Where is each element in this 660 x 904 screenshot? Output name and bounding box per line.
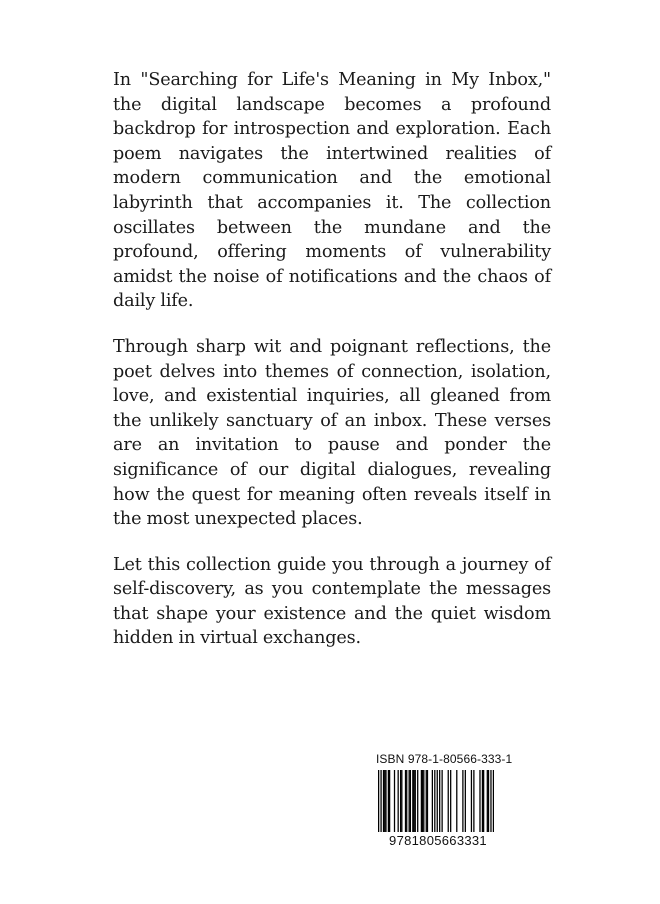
- barcode-bar: [415, 770, 416, 832]
- barcode-bar: [432, 770, 433, 832]
- isbn-label: ISBN 978-1-80566-333-1: [376, 752, 513, 766]
- barcode-bar: [400, 770, 401, 832]
- barcode-bar: [439, 770, 440, 832]
- barcode-bar: [409, 770, 410, 832]
- barcode-bar: [413, 770, 414, 832]
- ean-digits: 9781805663331: [389, 833, 487, 848]
- barcode-bar: [487, 770, 488, 832]
- barcode-bar: [385, 770, 386, 832]
- barcode-bar: [401, 770, 402, 832]
- blurb-paragraph-3: Let this collection guide you through a journey of self-discovery, as you contemplate the messages that shape your existence and the quiet wisdom hidden in virtual exchanges.: [113, 554, 551, 649]
- barcode-bar: [465, 770, 466, 832]
- barcode-bar: [394, 770, 395, 832]
- barcode-bar: [422, 770, 423, 832]
- barcode-bar: [427, 770, 428, 832]
- barcode-bar: [448, 770, 449, 832]
- blurb-paragraph-1: In "Searching for Life's Meaning in My Inbox," the digital landscape becomes a profound backdrop for introspection and exploration. Each poem navigates the intertwined realities of modern communication and the emotional labyrinth that accompanies it. The collection oscillates between the mundane and the profound, offering moments of vulnerability amidst the noise of notifications and the chaos of daily life.: [113, 70, 551, 312]
- blurb-text: [113, 68, 551, 672]
- barcode-bar: [479, 770, 480, 832]
- barcode-bar: [493, 770, 494, 832]
- barcode-bar: [471, 770, 472, 832]
- barcode-bar: [423, 770, 424, 832]
- barcode-bar: [380, 770, 381, 832]
- barcode-bar: [441, 770, 442, 832]
- barcode-bar: [421, 770, 422, 832]
- barcode-bar: [490, 770, 491, 832]
- barcode-bar: [450, 770, 451, 832]
- barcode-bar: [456, 770, 457, 832]
- barcode-bar: [462, 770, 463, 832]
- barcode-bar: [378, 770, 379, 832]
- barcode-bar: [482, 770, 483, 832]
- barcode-bar: [473, 770, 474, 832]
- barcode-bar: [383, 770, 384, 832]
- barcode-bar: [426, 770, 427, 832]
- barcode-bar: [406, 770, 407, 832]
- barcode-bar: [488, 770, 489, 832]
- barcode-bar: [437, 770, 438, 832]
- barcode-bar: [398, 770, 399, 832]
- barcode-bar: [388, 770, 389, 832]
- barcode-bar: [389, 770, 390, 832]
- barcode-bar: [405, 770, 406, 832]
- barcode-bar: [434, 770, 435, 832]
- barcode-bar: [384, 770, 385, 832]
- barcode-bar: [412, 770, 413, 832]
- blurb-paragraph-2: Through sharp wit and poignant reflections, the poet delves into themes of connection, isolation, love, and existential inquiries, all gleaned from the unlikely sanctuary of an inbox. These verses are an invitation to pause and ponder the significance of our digital dialogues, revealing how the quest for meaning often reveals itself in the most unexpected places.: [113, 336, 551, 530]
- barcode-bars: [378, 770, 494, 832]
- barcode-bar: [417, 770, 418, 832]
- barcode-bar: [483, 770, 484, 832]
- barcode-bar: [410, 770, 411, 832]
